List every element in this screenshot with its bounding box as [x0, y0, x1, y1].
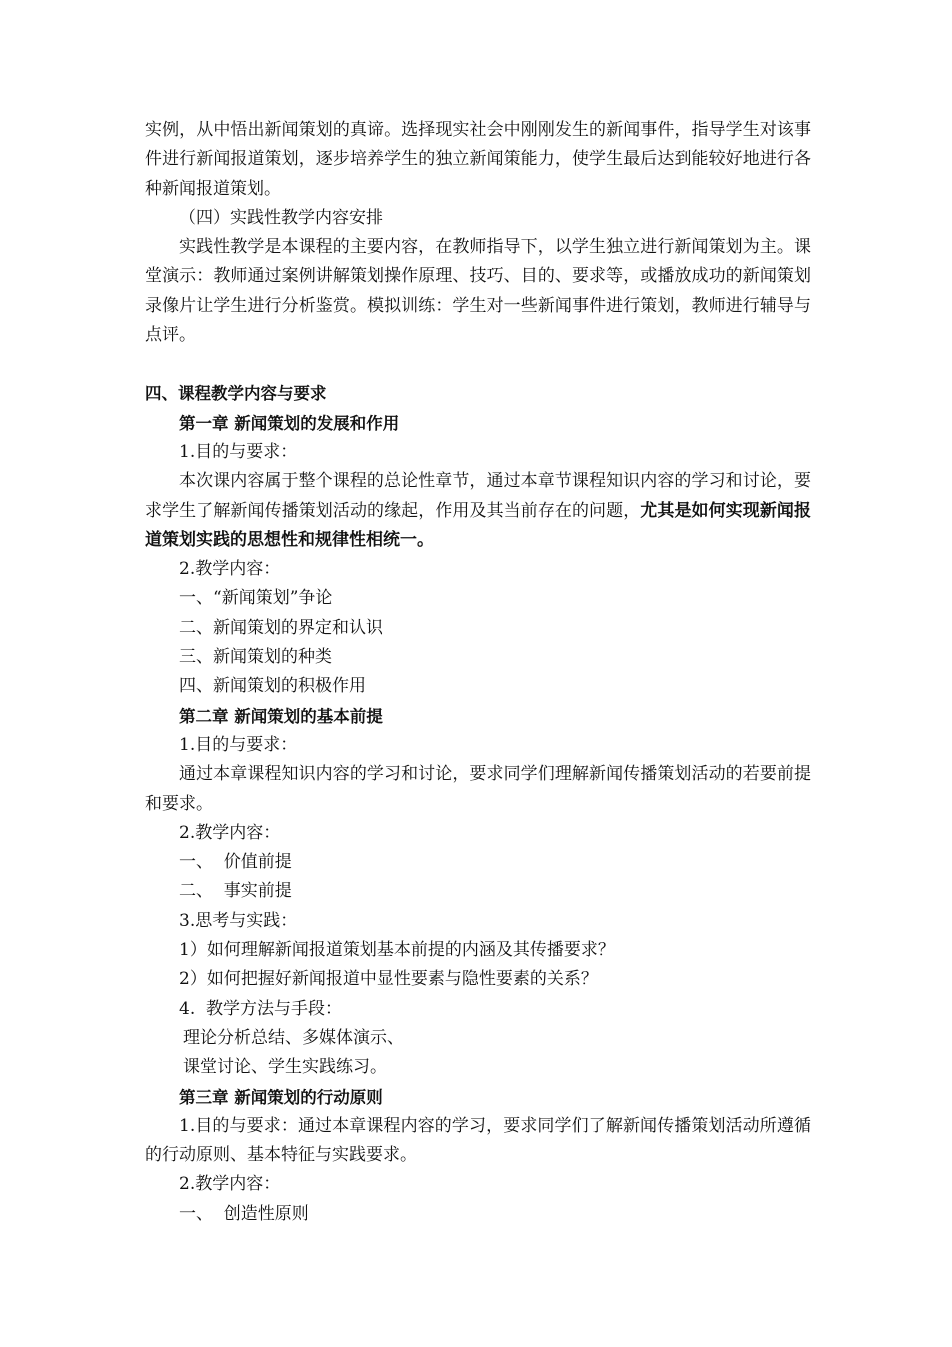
chapter-3-aim-paragraph: 1.目的与要求：通过本章课程内容的学习，要求同学们了解新闻传播策划活动所遵循的行动原则、基本特征与实践要求。 [145, 1115, 811, 1166]
chapter-3-item: 一、 创造性原则 [179, 1203, 309, 1224]
document-body [145, 116, 811, 1229]
chapter-1-item: 三、新闻策划的种类 [179, 647, 332, 668]
chapter-2-question: 2）如何把握好新闻报道中显性要素与隐性要素的关系？ [179, 969, 598, 990]
chapter-2-think-label: 3.思考与实践： [179, 910, 298, 931]
chapter-2-method-label: 4. 教学方法与手段： [179, 998, 343, 1019]
intro-paragraph-1: 实例，从中悟出新闻策划的真谛。选择现实社会中刚刚发生的新闻事件，指导学生对该事件进行新闻报道策划，逐步培养学生的独立新闻策能力，使学生最后达到能较好地进行各种新闻报道策划。 [145, 120, 811, 199]
section-heading: 四、课程教学内容与要求 [145, 384, 327, 404]
chapter-1-item: 一、“新闻策划”争论 [179, 588, 333, 609]
chapter-1-item: 四、新闻策划的积极作用 [179, 676, 366, 697]
chapter-2-method: 理论分析总结、多媒体演示、 [183, 1027, 404, 1048]
chapter-3-title: 第三章 新闻策划的行动原则 [179, 1087, 383, 1107]
chapter-1-aim-paragraph [145, 467, 811, 555]
chapter-1-aim-emphasis: 尤其是如何实现新闻报道策划实践的思想性和规律性相统一。 [145, 500, 812, 550]
chapter-1-aim-text: 本次课内容属于整个课程的总论性章节，通过本章节课程知识内容的学习和讨论，要求学生了解新闻传播策划活动的缘起，作用及其当前存在的问题， [145, 471, 811, 521]
chapter-1-aim-label: 1.目的与要求： [179, 441, 298, 462]
intro-paragraph-2: 实践性教学是本课程的主要内容，在教师指导下，以学生独立进行新闻策划为主。课堂演示：教师通过案例讲解策划操作原理、技巧、目的、要求等，或播放成功的新闻策划录像片让学生进行分析鉴赏。模拟训练：学生对一些新闻事件进行策划，教师进行辅导与点评。 [145, 237, 811, 346]
chapter-1-content-label: 2.教学内容： [179, 559, 281, 580]
chapter-2-title: 第二章 新闻策划的基本前提 [179, 706, 383, 726]
chapter-2-method: 课堂讨论、学生实践练习。 [183, 1057, 387, 1078]
chapter-2-item: 一、 价值前提 [179, 852, 292, 873]
chapter-2-question: 1）如何理解新闻报道策划基本前提的内涵及其传播要求？ [179, 940, 615, 961]
chapter-2-aim-paragraph: 通过本章课程知识内容的学习和讨论，要求同学们理解新闻传播策划活动的若要前提和要求。 [145, 764, 811, 814]
subheading-practice-arrangement: （四）实践性教学内容安排 [179, 207, 383, 228]
chapter-1-title: 第一章 新闻策划的发展和作用 [179, 413, 400, 433]
chapter-1-item: 二、新闻策划的界定和认识 [179, 617, 383, 638]
chapter-2-aim-label: 1.目的与要求： [179, 734, 298, 755]
chapter-3-content-label: 2.教学内容： [179, 1174, 281, 1195]
chapter-2-item: 二、 事实前提 [179, 881, 292, 902]
chapter-2-content-label: 2.教学内容： [179, 822, 281, 843]
